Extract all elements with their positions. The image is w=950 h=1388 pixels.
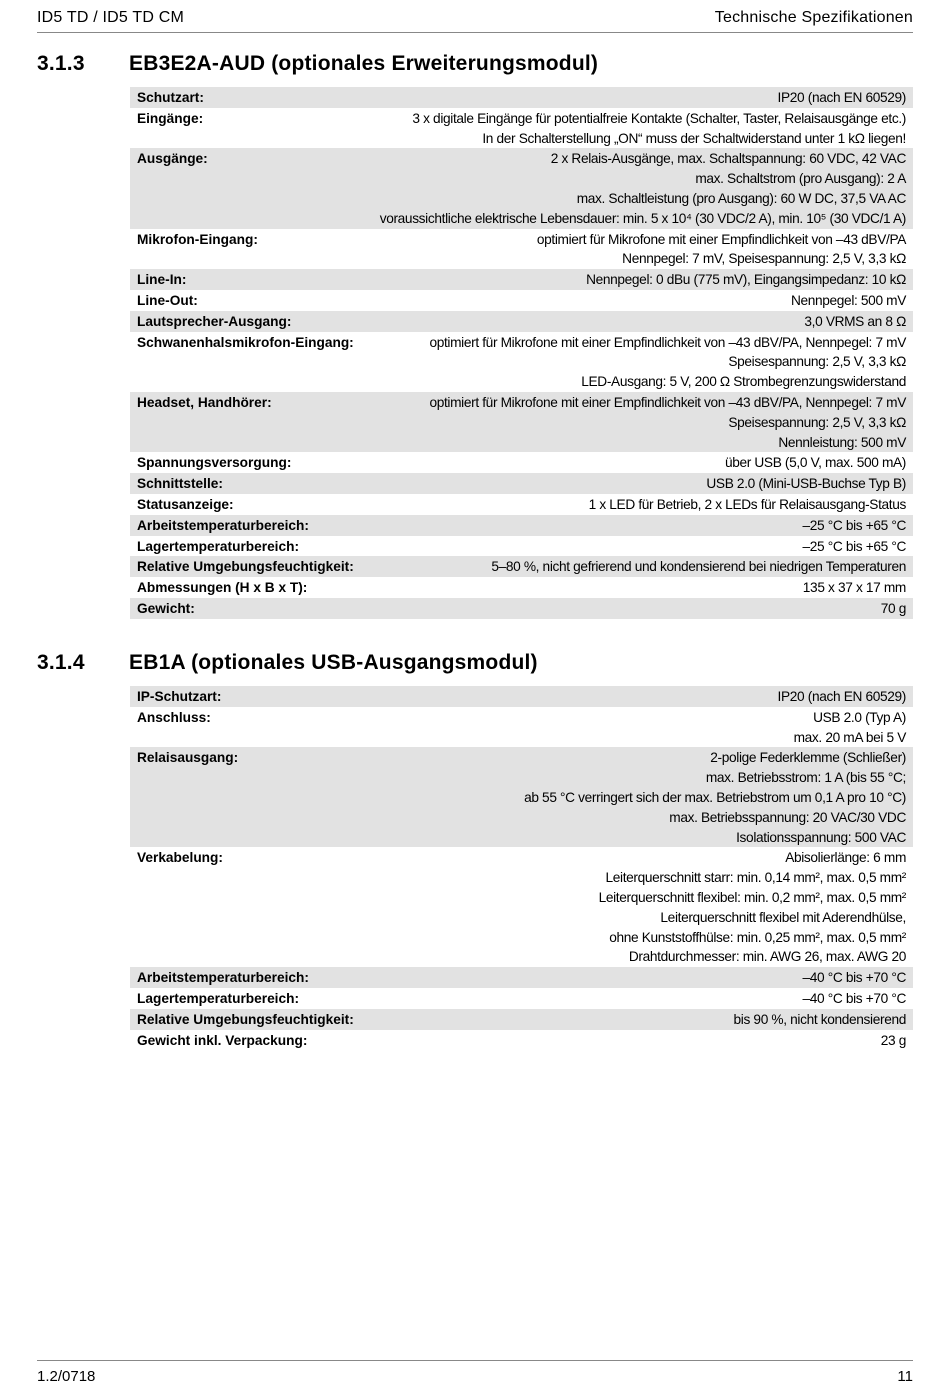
spec-value <box>354 556 906 577</box>
spec-value <box>238 747 906 847</box>
spec-value-line: 1 x LED für Betrieb, 2 x LEDs für Relaisausgang-Status <box>588 496 906 512</box>
spec-value <box>299 988 906 1009</box>
spec-value-line: 3 x digitale Eingänge für potentialfreie Kontakte (Schalter, Taster, Relaisausgänge etc.) <box>412 110 906 126</box>
spec-row <box>130 707 913 748</box>
spec-value-line: LED-Ausgang: 5 V, 200 Ω Strombegrenzungswiderstand <box>581 374 906 390</box>
spec-value-line: –25 °C bis +65 °C <box>802 538 906 554</box>
spec-value-line: bis 90 %, nicht kondensierend <box>733 1011 906 1027</box>
spec-value-line: max. Betriebsstrom: 1 A (bis 55 °C; <box>705 770 906 786</box>
spec-value <box>354 1009 906 1030</box>
spec-value <box>195 598 906 619</box>
spec-label: Eingänge: <box>137 110 204 126</box>
spec-label: Schnittstelle: <box>137 476 223 492</box>
spec-row <box>130 556 913 577</box>
spec-row <box>130 108 913 149</box>
section-heading-3-1-3 <box>37 52 598 76</box>
spec-value-line: Leiterquerschnitt flexibel: min. 0,2 mm², max. 0,5 mm² <box>598 889 906 905</box>
spec-label: Statusanzeige: <box>137 496 234 512</box>
spec-value-line: Abisolierlänge: 6 mm <box>785 850 906 866</box>
spec-row <box>130 847 913 967</box>
spec-value-line: Leiterquerschnitt flexibel mit Aderendhülse, <box>660 909 906 925</box>
spec-value <box>223 473 906 494</box>
spec-value-line: 3,0 VRMS an 8 Ω <box>804 313 906 329</box>
spec-value-line: Nennpegel: 500 mV <box>790 292 906 308</box>
spec-label: Anschluss: <box>137 709 211 725</box>
page-header <box>37 2 913 33</box>
spec-value <box>208 148 906 228</box>
spec-value-line: 2-polige Federklemme (Schließer) <box>710 750 906 766</box>
spec-value-line: Speisespannung: 2,5 V, 3,3 kΩ <box>728 354 906 370</box>
spec-row <box>130 1009 913 1030</box>
spec-row <box>130 686 913 707</box>
spec-label: Lagertemperaturbereich: <box>137 990 300 1006</box>
spec-label: Gewicht: <box>137 600 195 616</box>
spec-value <box>291 452 906 473</box>
chapter-title: Technische Spezifikationen <box>714 9 913 26</box>
spec-value-line: 23 g <box>880 1032 906 1048</box>
spec-value-line: Isolationsspannung: 500 VAC <box>736 829 906 845</box>
spec-value-line: 5–80 %, nicht gefrierend und kondensierend bei niedrigen Temperaturen <box>491 559 906 575</box>
spec-value <box>221 686 906 707</box>
document-version: 1.2/0718 <box>37 1368 96 1385</box>
spec-value <box>309 967 906 988</box>
spec-value-line: max. Betriebsspannung: 20 VAC/30 VDC <box>669 809 906 825</box>
spec-label: IP-Schutzart: <box>137 689 222 704</box>
spec-value-line: max. Schaltleistung (pro Ausgang): 60 W DC, 37,5 VA AC <box>576 190 906 206</box>
spec-value-line: ab 55 °C verringert sich der max. Betriebstrom um 0,1 A pro 10 °C) <box>524 789 906 805</box>
spec-row <box>130 577 913 598</box>
spec-value-line: –40 °C bis +70 °C <box>802 990 906 1006</box>
spec-row <box>130 967 913 988</box>
spec-value-line: –25 °C bis +65 °C <box>802 517 906 533</box>
document-title: ID5 TD / ID5 TD CM <box>37 9 185 26</box>
spec-row <box>130 452 913 473</box>
spec-value-line: 135 x 37 x 17 mm <box>802 580 906 596</box>
spec-value <box>307 577 906 598</box>
spec-value-line: USB 2.0 (Typ A) <box>813 709 906 725</box>
spec-label: Schutzart: <box>137 90 204 105</box>
spec-value <box>272 392 906 452</box>
spec-value-line: 70 g <box>880 600 906 616</box>
spec-value-line: Speisespannung: 2,5 V, 3,3 kΩ <box>728 414 906 430</box>
spec-value <box>211 707 906 748</box>
spec-value-line: Drahtdurchmesser: min. AWG 26, max. AWG 20 <box>628 949 906 965</box>
spec-row <box>130 1030 913 1051</box>
spec-row <box>130 988 913 1009</box>
spec-row <box>130 148 913 228</box>
spec-table-eb1a <box>130 686 913 1050</box>
spec-value <box>223 847 906 967</box>
spec-row <box>130 392 913 452</box>
spec-value-line: max. Schaltstrom (pro Ausgang): 2 A <box>695 171 906 187</box>
spec-value-line: Nennpegel: 7 mV, Speisespannung: 2,5 V, 3,3 kΩ <box>622 251 906 267</box>
spec-value <box>186 269 906 290</box>
spec-value-line: Nennleistung: 500 mV <box>778 434 906 450</box>
spec-label: Arbeitstemperaturbereich: <box>137 517 309 533</box>
spec-value <box>307 1030 906 1051</box>
spec-value-line: Nennpegel: 0 dBu (775 mV), Eingangsimpedanz: 10 kΩ <box>586 272 906 288</box>
spec-label: Lagertemperaturbereich: <box>137 538 300 554</box>
spec-row <box>130 332 913 392</box>
spec-value-line: Leiterquerschnitt starr: min. 0,14 mm², max. 0,5 mm² <box>605 870 906 886</box>
spec-row <box>130 290 913 311</box>
spec-value <box>198 290 906 311</box>
spec-label: Abmessungen (H x B x T): <box>137 580 308 596</box>
spec-value-line: optimiert für Mikrofone mit einer Empfindlichkeit von –43 dBV/PA, Nennpegel: 7 mV <box>429 334 906 350</box>
section-title: EB1A (optionales USB-Ausgangsmodul) <box>129 651 538 674</box>
spec-label: Lautsprecher-Ausgang: <box>137 313 292 329</box>
spec-label: Verkabelung: <box>137 850 223 866</box>
spec-label: Line-Out: <box>137 292 198 308</box>
spec-label: Relative Umgebungsfeuchtigkeit: <box>137 559 354 575</box>
spec-row <box>130 598 913 619</box>
spec-value <box>203 108 906 149</box>
spec-value-line: –40 °C bis +70 °C <box>802 970 906 986</box>
spec-value <box>309 515 906 536</box>
spec-row <box>130 473 913 494</box>
section-title: EB3E2A-AUD (optionales Erweiterungsmodul) <box>129 52 599 75</box>
spec-label: Relative Umgebungsfeuchtigkeit: <box>137 1011 354 1027</box>
spec-label: Ausgänge: <box>137 151 208 167</box>
page-number: 11 <box>897 1368 913 1385</box>
spec-value <box>299 536 906 557</box>
spec-row <box>130 536 913 557</box>
spec-row <box>130 269 913 290</box>
spec-value-line: über USB (5,0 V, max. 500 mA) <box>724 455 906 471</box>
spec-label: Headset, Handhörer: <box>137 394 272 410</box>
spec-label: Line-In: <box>137 272 187 288</box>
spec-row <box>130 311 913 332</box>
spec-value-line: max. 20 mA bei 5 V <box>793 729 906 745</box>
spec-row <box>130 747 913 847</box>
spec-table-eb3e2a-aud <box>130 87 913 619</box>
spec-label: Spannungsversorgung: <box>137 455 292 471</box>
page-footer <box>37 1360 913 1387</box>
spec-value <box>354 332 906 392</box>
spec-label: Arbeitstemperaturbereich: <box>137 970 309 986</box>
spec-value-line: optimiert für Mikrofone mit einer Empfindlichkeit von –43 dBV/PA <box>536 231 906 247</box>
spec-value <box>234 494 906 515</box>
spec-value-line: voraussichtliche elektrische Lebensdauer: min. 5 x 10⁴ (30 VDC/2 A), min. 10⁵ (30 VDC/1 A) <box>379 210 906 226</box>
spec-row <box>130 494 913 515</box>
spec-row <box>130 515 913 536</box>
spec-value-line: IP20 (nach EN 60529) <box>777 689 906 704</box>
spec-value-line: USB 2.0 (Mini-USB-Buchse Typ B) <box>706 476 906 492</box>
spec-label: Relaisausgang: <box>137 750 239 766</box>
spec-value-line: ohne Kunststoffhülse: min. 0,25 mm², max. 0,5 mm² <box>609 929 906 945</box>
spec-value <box>204 87 906 108</box>
section-number: 3.1.4 <box>37 651 85 674</box>
spec-label: Schwanenhalsmikrofon-Eingang: <box>137 334 354 350</box>
spec-value-line: In der Schalterstellung „ON“ muss der Schaltwiderstand unter 1 kΩ liegen! <box>482 130 906 146</box>
spec-row <box>130 229 913 270</box>
spec-label: Mikrofon-Eingang: <box>137 231 258 247</box>
section-heading-3-1-4 <box>37 651 538 675</box>
spec-value <box>291 311 906 332</box>
spec-value <box>258 229 906 270</box>
spec-value-line: optimiert für Mikrofone mit einer Empfindlichkeit von –43 dBV/PA, Nennpegel: 7 mV <box>429 394 906 410</box>
spec-value-line: 2 x Relais-Ausgänge, max. Schaltspannung: 60 VDC, 42 VAC <box>550 151 906 167</box>
spec-row <box>130 87 913 108</box>
spec-value-line: IP20 (nach EN 60529) <box>777 90 906 105</box>
spec-label: Gewicht inkl. Verpackung: <box>137 1032 308 1048</box>
section-number: 3.1.3 <box>37 52 85 75</box>
